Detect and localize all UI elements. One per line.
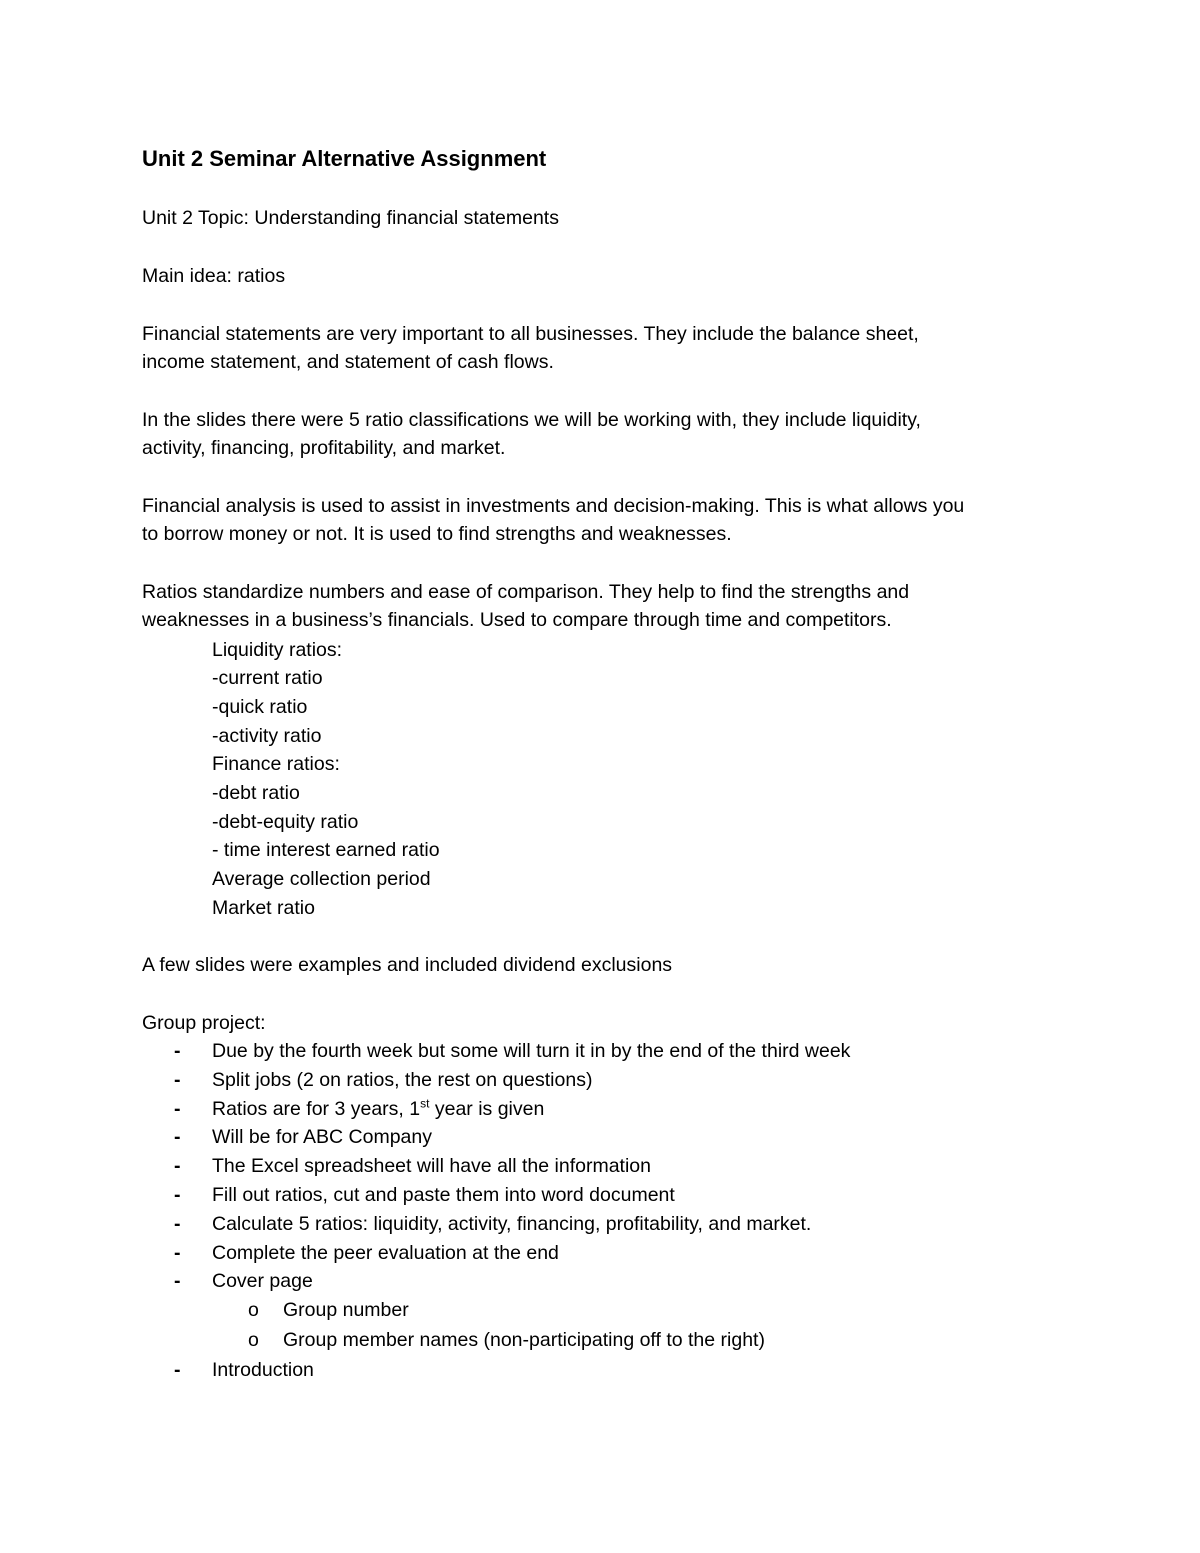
ratio-list-item: Average collection period (212, 868, 431, 890)
sub-bullet-circle: o (248, 1299, 259, 1321)
bullet-dash: - (174, 1126, 181, 1148)
group-project-item: Cover page (212, 1270, 313, 1292)
ratios-years-text: Ratios are for 3 years, 1 (212, 1098, 421, 1120)
bullet-dash: - (174, 1040, 181, 1062)
bullet-dash: - (174, 1242, 181, 1264)
topic-line: Unit 2 Topic: Understanding financial statements (142, 207, 559, 229)
paragraph-line: activity, financing, profitability, and market. (142, 437, 506, 459)
bullet-dash: - (174, 1184, 181, 1206)
ratio-list-item: -quick ratio (212, 696, 308, 718)
ratio-list-item: Market ratio (212, 897, 315, 919)
group-project-item: The Excel spreadsheet will have all the information (212, 1155, 651, 1177)
bullet-dash: - (174, 1359, 181, 1381)
paragraph-line: income statement, and statement of cash flows. (142, 351, 554, 373)
ratios-years-text-end: year is given (429, 1098, 545, 1120)
ratio-list-item: -current ratio (212, 667, 323, 689)
main-idea-line: Main idea: ratios (142, 265, 286, 287)
cover-page-sub-item: Group member names (non-participating off to the right) (283, 1329, 765, 1351)
group-project-heading: Group project: (142, 1012, 266, 1034)
bullet-dash: - (174, 1098, 181, 1120)
ratio-list-item: Liquidity ratios: (212, 639, 343, 661)
sub-bullet-circle: o (248, 1329, 259, 1351)
ratio-list-item: -debt-equity ratio (212, 811, 359, 833)
document-title: Unit 2 Seminar Alternative Assignment (142, 146, 547, 171)
examples-line: A few slides were examples and included dividend exclusions (142, 954, 673, 976)
ratio-list-item: - time interest earned ratio (212, 839, 440, 861)
group-project-item: Will be for ABC Company (212, 1126, 432, 1148)
group-project-item: Calculate 5 ratios: liquidity, activity, financing, profitability, and market. (212, 1213, 812, 1235)
group-project-item: Due by the fourth week but some will turn it in by the end of the third week (212, 1040, 851, 1062)
bullet-dash: - (174, 1270, 181, 1292)
paragraph-line: to borrow money or not. It is used to find strengths and weaknesses. (142, 523, 732, 545)
ratio-list-item: -debt ratio (212, 782, 300, 804)
bullet-dash: - (174, 1213, 181, 1235)
cover-page-sub-item: Group number (283, 1299, 409, 1321)
bullet-dash: - (174, 1069, 181, 1091)
group-project-item: Split jobs (2 on ratios, the rest on questions) (212, 1069, 593, 1091)
bullet-dash: - (174, 1155, 181, 1177)
group-project-item: Fill out ratios, cut and paste them into word document (212, 1184, 675, 1206)
group-project-item: Introduction (212, 1359, 314, 1381)
group-project-item (212, 1095, 544, 1124)
paragraph-line: Ratios standardize numbers and ease of comparison. They help to find the strengths and (142, 581, 910, 603)
paragraph-line: Financial analysis is used to assist in investments and decision-making. This is what allows you (142, 495, 965, 517)
paragraph-line: weaknesses in a business’s financials. Used to compare through time and competitors. (142, 609, 892, 631)
paragraph-line: Financial statements are very important to all businesses. They include the balance sheet, (142, 323, 919, 345)
group-project-item: Complete the peer evaluation at the end (212, 1242, 559, 1264)
ratio-list-item: Finance ratios: (212, 753, 340, 775)
ordinal-suffix: st (420, 1096, 430, 1111)
ratio-list-item: -activity ratio (212, 725, 322, 747)
paragraph-line: In the slides there were 5 ratio classifications we will be working with, they include liquidity, (142, 409, 921, 431)
